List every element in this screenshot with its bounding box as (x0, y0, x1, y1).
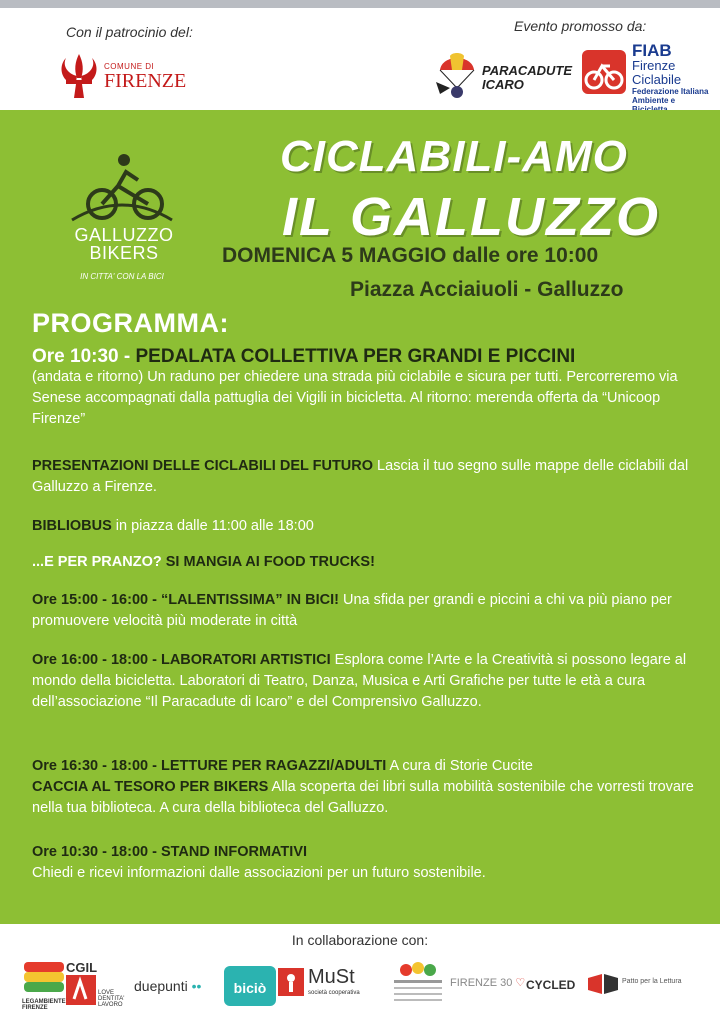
program-item-title: Ore 10:30 - 18:00 - STAND INFORMATIVI (32, 844, 308, 860)
program-item-presentazioni (32, 456, 702, 498)
event-title-line2: IL GALLUZZO (282, 187, 660, 247)
patto-lettura-text: Patto per la Lettura (622, 978, 682, 985)
cycled-text: CYCLED (526, 978, 576, 992)
cgil-flag-icon (66, 975, 96, 1005)
program-item-text-2: Alla scoperta dei libri sulla mobilità sostenibile che vorresti trovare nella tua biblioteca. A cura della biblioteca del Galluzzo. (32, 779, 694, 816)
parachute-icon (432, 48, 482, 108)
paracadute-line2: ICARO (482, 77, 524, 92)
patto-lettura-logo (588, 974, 682, 997)
program-item-time: Ore 10:30 - (32, 346, 136, 367)
cycled-logo (526, 978, 575, 992)
cyclist-icon (52, 150, 192, 230)
program-item-text: in piazza dalle 11:00 alle 18:00 (111, 518, 314, 534)
galluzzo-name-1: GALLUZZO (74, 225, 174, 245)
program-item-laboratori (32, 650, 702, 713)
fiab-line1: Firenze (632, 58, 676, 73)
comune-small-text: COMUNE DI (104, 62, 155, 71)
must-text: MuSt (308, 966, 355, 988)
program-item-lalentissima (32, 590, 702, 632)
must-icon (278, 968, 304, 996)
program-item-pranzo (32, 552, 702, 573)
promosso-label: Evento promosso da: (514, 18, 647, 34)
legambiente-icon (22, 960, 66, 996)
cgil-text: CGIL (66, 960, 98, 975)
top-border (0, 0, 720, 8)
paracadute-icaro-logo (432, 48, 573, 108)
duepunti-logo (134, 978, 201, 994)
program-heading: PROGRAMMA: (32, 308, 229, 338)
paracadute-text (482, 64, 572, 92)
event-place: Piazza Acciaiuoli - Galluzzo (350, 278, 624, 301)
program-item-title: PRESENTAZIONI DELLE CICLABILI DEL FUTURO (32, 458, 374, 474)
galluzzo-bikers-logo (52, 150, 192, 280)
legambiente-logo (22, 960, 66, 1011)
giglio-icon (56, 52, 102, 100)
event-poster (0, 110, 720, 924)
bicio-logo (224, 966, 276, 1006)
must-logo (278, 966, 360, 999)
bicio-text: biciò (233, 980, 267, 996)
comune-big-text: FIRENZE (104, 70, 187, 92)
partner-logos (18, 960, 708, 1018)
program-item-pedalata (32, 346, 702, 430)
program-item-title: PEDALATA COLLETTIVA PER GRANDI E PICCINI (135, 346, 576, 367)
cgil-sub: LOVE DENTITA' LAVORO (98, 990, 125, 1008)
program-item-title: BIBLIOBUS (32, 518, 112, 534)
fiab-line2: Ciclabile (632, 72, 682, 87)
program-item-title: Ore 16:00 - 18:00 - LABORATORI ARTISTICI (32, 652, 331, 668)
program-item-text: Esplora come l’Arte e la Creatività si possono legare al mondo della bicicletta. Laboratori di Teatro, Danza, Musica e Arti Grafiche per tutte le età a cura dell’associazione “Il Paracadute di Icaro” e del Comprensivo Galluzzo. (32, 652, 687, 710)
program-item-text: Chiedi e ricevi informazioni dalle associazioni per un futuro sostenibile. (32, 865, 486, 881)
duepunti-text: duepunti (134, 978, 188, 994)
program-item-text: Lascia il tuo segno sulle mappe delle ciclabili dal Galluzzo a Firenze. (32, 458, 689, 495)
galluzzo-tagline: IN CITTA' CON LA BICI (80, 272, 164, 281)
program-item-letture (32, 756, 702, 819)
program-item-title-2: CACCIA AL TESORO PER BIKERS (32, 779, 269, 795)
fiab-bike-icon (582, 44, 628, 104)
program-item-text: Una sfida per grandi e piccini a chi va più piano per promuovere velocità più moderate in città (32, 592, 672, 629)
sponsor-header (0, 8, 720, 110)
firenze30-logo (450, 976, 525, 989)
fiab-logo (582, 41, 712, 114)
program-item-heading (32, 346, 702, 367)
program-item-title: Ore 16:30 - 18:00 - LETTURE PER RAGAZZI/ADULTI (32, 758, 387, 774)
comprensivo-icon (390, 960, 446, 1010)
fiab-text (632, 41, 712, 114)
event-date: DOMENICA 5 MAGGIO dalle ore 10:00 (222, 244, 599, 267)
fiab-title: FIAB (632, 41, 672, 60)
patrocinio-label: Con il patrocinio del: (66, 24, 193, 40)
program-item-text: (andata e ritorno) Un raduno per chiedere una strada più ciclabile e sicura per tutti. Percorreremo via Senese accompagnati dalla pattuglia dei Vigili in bicicletta. Al ritorno: merenda offerta da “Unicoop Firenze” (32, 369, 678, 427)
program-item-title: ...E PER PRANZO? (32, 554, 162, 570)
program-item-title-2: SI MANGIA AI FOOD TRUCKS! (161, 554, 375, 570)
program-item-stand (32, 842, 702, 884)
cgil-logo (66, 960, 132, 1008)
galluzzo-bikers-name (58, 226, 190, 262)
collaboration-footer (0, 924, 720, 1031)
fiab-line3: Federazione Italiana (632, 87, 709, 96)
book-icon (588, 974, 618, 994)
galluzzo-name-2: BIKERS (89, 243, 159, 263)
comune-firenze-text (104, 62, 186, 91)
legambiente-text: LEGAMBIENTE FIRENZE (22, 999, 66, 1011)
collab-label: In collaborazione con: (291, 932, 429, 948)
fiab-line4: Ambiente e (632, 96, 676, 105)
program-item-text: A cura di Storie Cucite (386, 758, 533, 774)
comprensivo-galluzzo-logo (390, 960, 446, 1013)
event-title-line1: CICLABILI-AMO (280, 132, 628, 181)
paracadute-line1: PARACADUTE (482, 63, 573, 78)
program-item-title: Ore 15:00 - 16:00 - “LALENTISSIMA” IN BICI! (32, 592, 339, 608)
program-item-bibliobus (32, 516, 702, 537)
heart-icon: ♡ (515, 977, 526, 989)
duepunti-dots-icon: •• (191, 978, 202, 994)
firenze30-text: FIRENZE 30 (450, 977, 513, 989)
comune-firenze-logo (56, 52, 186, 100)
must-sub: società cooperativa (308, 990, 360, 996)
